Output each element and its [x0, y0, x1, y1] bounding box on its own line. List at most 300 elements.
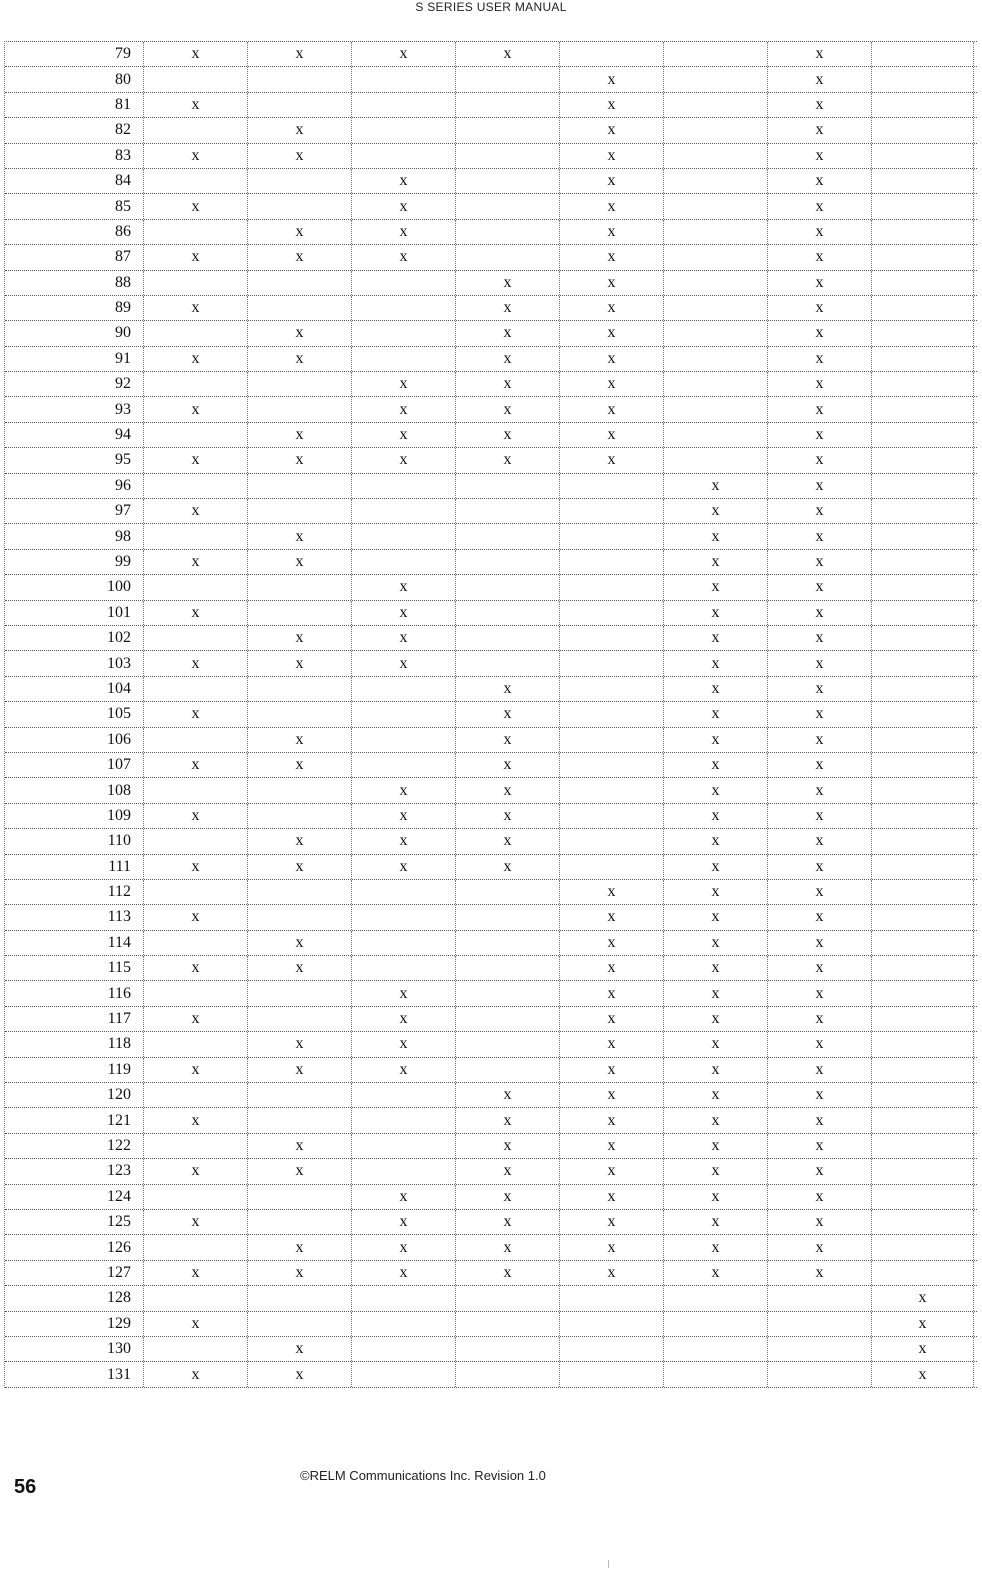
table-cell: x — [352, 855, 456, 879]
table-cell — [560, 626, 664, 650]
table-cell: x — [664, 677, 768, 701]
table-row — [5, 423, 977, 448]
table-row — [5, 245, 977, 270]
row-number: 98 — [5, 524, 144, 548]
table-cell: x — [456, 1134, 560, 1158]
table-cell — [560, 804, 664, 828]
table-row — [5, 1159, 977, 1184]
table-cell: x — [664, 880, 768, 904]
row-number: 123 — [5, 1159, 144, 1183]
table-row — [5, 1007, 977, 1032]
table-cell — [456, 524, 560, 548]
table-cell: x — [144, 347, 248, 371]
table-cell — [560, 855, 664, 879]
table-row — [5, 981, 977, 1006]
table-cell — [248, 575, 352, 599]
table-cell: x — [560, 1235, 664, 1259]
table-cell: x — [144, 601, 248, 625]
table-cell: x — [352, 981, 456, 1005]
table-row — [5, 778, 977, 803]
table-cell — [248, 1185, 352, 1209]
row-number: 87 — [5, 245, 144, 269]
table-cell — [872, 651, 974, 675]
table-cell: x — [560, 880, 664, 904]
table-cell: x — [352, 778, 456, 802]
table-cell: x — [144, 1362, 248, 1386]
table-cell: x — [664, 499, 768, 523]
table-cell — [664, 397, 768, 421]
table-cell — [248, 67, 352, 91]
table-cell: x — [352, 1261, 456, 1285]
table-cell — [248, 1312, 352, 1336]
table-cell: x — [352, 601, 456, 625]
table-row — [5, 1108, 977, 1133]
table-cell: x — [456, 1108, 560, 1132]
table-cell — [872, 1108, 974, 1132]
table-row — [5, 855, 977, 880]
table-cell — [456, 601, 560, 625]
table-cell: x — [144, 1159, 248, 1183]
table-cell: x — [144, 804, 248, 828]
table-cell — [456, 194, 560, 218]
table-cell — [456, 956, 560, 980]
table-cell: x — [248, 1058, 352, 1082]
table-cell — [456, 118, 560, 142]
table-cell: x — [144, 956, 248, 980]
table-cell: x — [456, 271, 560, 295]
table-cell — [352, 1083, 456, 1107]
table-cell — [456, 1058, 560, 1082]
table-cell — [248, 271, 352, 295]
table-cell: x — [560, 397, 664, 421]
table-cell — [872, 423, 974, 447]
table-cell — [248, 981, 352, 1005]
table-row — [5, 93, 977, 118]
table-cell: x — [560, 245, 664, 269]
table-cell: x — [768, 728, 872, 752]
table-cell — [456, 981, 560, 1005]
table-cell: x — [456, 448, 560, 472]
table-cell — [352, 1108, 456, 1132]
table-row — [5, 728, 977, 753]
table-cell — [872, 1235, 974, 1259]
table-cell — [560, 728, 664, 752]
table-row — [5, 372, 977, 397]
table-cell: x — [248, 1235, 352, 1259]
table-row — [5, 397, 977, 422]
row-number: 99 — [5, 550, 144, 574]
table-cell — [144, 981, 248, 1005]
table-cell — [664, 347, 768, 371]
table-cell: x — [560, 1210, 664, 1234]
table-cell — [560, 524, 664, 548]
table-cell — [664, 169, 768, 193]
table-cell: x — [144, 550, 248, 574]
table-cell — [872, 1210, 974, 1234]
table-cell: x — [768, 1185, 872, 1209]
table-cell: x — [456, 1261, 560, 1285]
table-cell — [664, 423, 768, 447]
table-cell — [144, 728, 248, 752]
table-cell — [872, 880, 974, 904]
table-cell: x — [664, 1134, 768, 1158]
table-row — [5, 905, 977, 930]
table-cell — [352, 931, 456, 955]
table-cell: x — [664, 651, 768, 675]
row-number: 110 — [5, 829, 144, 853]
table-cell: x — [248, 931, 352, 955]
table-cell — [352, 296, 456, 320]
table-cell: x — [144, 42, 248, 66]
table-cell: x — [768, 347, 872, 371]
table-cell: x — [248, 1159, 352, 1183]
table-cell: x — [144, 1108, 248, 1132]
table-cell: x — [456, 397, 560, 421]
table-cell — [352, 550, 456, 574]
table-cell: x — [664, 474, 768, 498]
table-cell: x — [352, 1185, 456, 1209]
table-cell: x — [768, 981, 872, 1005]
table-cell — [456, 1286, 560, 1310]
table-row — [5, 753, 977, 778]
table-cell — [456, 880, 560, 904]
table-cell — [664, 118, 768, 142]
table-cell — [352, 67, 456, 91]
table-cell — [248, 474, 352, 498]
table-row — [5, 550, 977, 575]
table-cell: x — [144, 499, 248, 523]
table-cell: x — [144, 1058, 248, 1082]
table-cell — [456, 93, 560, 117]
table-cell: x — [144, 702, 248, 726]
row-number: 121 — [5, 1108, 144, 1132]
table-cell — [872, 296, 974, 320]
row-number: 104 — [5, 677, 144, 701]
table-cell — [560, 753, 664, 777]
table-cell — [352, 1159, 456, 1183]
table-cell: x — [664, 981, 768, 1005]
table-cell: x — [768, 778, 872, 802]
table-row — [5, 144, 977, 169]
table-cell — [144, 1286, 248, 1310]
table-cell — [872, 829, 974, 853]
table-cell: x — [248, 1032, 352, 1056]
table-cell — [352, 1286, 456, 1310]
table-cell: x — [456, 1083, 560, 1107]
table-row — [5, 880, 977, 905]
table-cell — [248, 1286, 352, 1310]
table-cell: x — [768, 245, 872, 269]
table-cell: x — [248, 347, 352, 371]
table-row — [5, 651, 977, 676]
table-cell — [872, 194, 974, 218]
table-cell — [144, 474, 248, 498]
table-cell: x — [768, 321, 872, 345]
row-number: 86 — [5, 220, 144, 244]
table-cell — [872, 1185, 974, 1209]
table-cell: x — [456, 1235, 560, 1259]
table-cell: x — [768, 626, 872, 650]
table-cell: x — [352, 829, 456, 853]
table-cell — [144, 372, 248, 396]
table-cell: x — [248, 144, 352, 168]
row-number: 88 — [5, 271, 144, 295]
table-row — [5, 931, 977, 956]
table-row — [5, 1134, 977, 1159]
table-row — [5, 347, 977, 372]
table-row — [5, 499, 977, 524]
table-cell — [872, 778, 974, 802]
table-cell — [560, 651, 664, 675]
table-cell: x — [872, 1312, 974, 1336]
page-number: 56 — [14, 1476, 37, 1498]
table-cell: x — [248, 1134, 352, 1158]
table-cell: x — [352, 423, 456, 447]
table-cell: x — [352, 194, 456, 218]
row-number: 81 — [5, 93, 144, 117]
table-cell — [352, 956, 456, 980]
table-cell — [872, 372, 974, 396]
table-cell: x — [352, 1235, 456, 1259]
row-number: 113 — [5, 905, 144, 929]
table-cell — [144, 118, 248, 142]
table-cell — [352, 118, 456, 142]
table-cell: x — [352, 804, 456, 828]
table-row — [5, 194, 977, 219]
table-cell: x — [768, 1159, 872, 1183]
table-cell: x — [456, 778, 560, 802]
table-cell — [768, 1337, 872, 1361]
table-cell — [456, 1007, 560, 1031]
table-cell: x — [560, 1032, 664, 1056]
table-cell: x — [456, 347, 560, 371]
row-number: 117 — [5, 1007, 144, 1031]
table-cell: x — [144, 855, 248, 879]
table-cell — [872, 347, 974, 371]
table-cell: x — [144, 93, 248, 117]
table-cell: x — [456, 1159, 560, 1183]
table-cell: x — [248, 245, 352, 269]
table-cell: x — [768, 144, 872, 168]
table-cell — [872, 804, 974, 828]
table-cell — [560, 1286, 664, 1310]
table-cell: x — [560, 1159, 664, 1183]
table-cell — [144, 778, 248, 802]
row-number: 128 — [5, 1286, 144, 1310]
table-cell: x — [560, 372, 664, 396]
table-row — [5, 474, 977, 499]
table-cell: x — [560, 220, 664, 244]
table-cell: x — [664, 905, 768, 929]
table-cell — [248, 702, 352, 726]
table-cell: x — [560, 1058, 664, 1082]
table-cell: x — [144, 905, 248, 929]
table-cell — [456, 905, 560, 929]
row-number: 108 — [5, 778, 144, 802]
table-cell: x — [664, 1159, 768, 1183]
table-cell — [144, 1134, 248, 1158]
table-cell: x — [248, 448, 352, 472]
table-cell — [248, 804, 352, 828]
table-cell: x — [456, 829, 560, 853]
table-cell — [248, 93, 352, 117]
row-number: 111 — [5, 855, 144, 879]
table-cell: x — [664, 1261, 768, 1285]
table-cell — [144, 220, 248, 244]
table-cell: x — [560, 321, 664, 345]
table-cell — [560, 1337, 664, 1361]
row-number: 114 — [5, 931, 144, 955]
table-cell — [352, 1362, 456, 1386]
table-cell — [456, 245, 560, 269]
table-row — [5, 956, 977, 981]
table-cell: x — [248, 321, 352, 345]
table-cell: x — [768, 550, 872, 574]
table-cell: x — [144, 397, 248, 421]
table-cell: x — [456, 423, 560, 447]
table-row — [5, 702, 977, 727]
row-number: 85 — [5, 194, 144, 218]
table-cell: x — [352, 245, 456, 269]
table-cell: x — [352, 220, 456, 244]
table-cell: x — [248, 1261, 352, 1285]
table-cell: x — [664, 728, 768, 752]
row-number: 95 — [5, 448, 144, 472]
table-cell: x — [768, 1235, 872, 1259]
table-cell: x — [560, 981, 664, 1005]
table-row — [5, 1058, 977, 1083]
table-cell — [248, 1210, 352, 1234]
table-cell: x — [456, 677, 560, 701]
table-cell: x — [768, 880, 872, 904]
row-number: 130 — [5, 1337, 144, 1361]
table-row — [5, 220, 977, 245]
table-cell — [664, 42, 768, 66]
table-cell — [872, 271, 974, 295]
row-number: 96 — [5, 474, 144, 498]
table-cell — [872, 524, 974, 548]
table-cell — [872, 1159, 974, 1183]
table-cell — [872, 702, 974, 726]
table-cell — [872, 169, 974, 193]
table-cell — [560, 474, 664, 498]
table-cell — [768, 1312, 872, 1336]
table-cell: x — [560, 905, 664, 929]
table-cell: x — [872, 1362, 974, 1386]
table-cell: x — [664, 1235, 768, 1259]
table-cell: x — [664, 1185, 768, 1209]
table-cell — [872, 1134, 974, 1158]
table-cell: x — [768, 601, 872, 625]
table-cell: x — [352, 372, 456, 396]
table-cell: x — [872, 1286, 974, 1310]
table-cell: x — [560, 1083, 664, 1107]
table-cell: x — [560, 296, 664, 320]
table-cell: x — [768, 474, 872, 498]
table-row — [5, 1083, 977, 1108]
table-cell — [144, 169, 248, 193]
table-cell — [872, 67, 974, 91]
table-cell: x — [768, 956, 872, 980]
table-cell: x — [352, 626, 456, 650]
table-cell: x — [768, 499, 872, 523]
table-cell: x — [144, 448, 248, 472]
table-cell: x — [560, 118, 664, 142]
table-cell — [664, 372, 768, 396]
table-row — [5, 1312, 977, 1337]
table-cell — [144, 677, 248, 701]
table-cell: x — [664, 702, 768, 726]
table-cell: x — [768, 1032, 872, 1056]
row-number: 94 — [5, 423, 144, 447]
table-cell — [664, 245, 768, 269]
table-row — [5, 677, 977, 702]
table-cell: x — [352, 575, 456, 599]
table-cell — [352, 321, 456, 345]
row-number: 102 — [5, 626, 144, 650]
table-cell — [560, 550, 664, 574]
table-cell: x — [768, 804, 872, 828]
table-cell: x — [144, 296, 248, 320]
table-cell: x — [352, 397, 456, 421]
row-number: 80 — [5, 67, 144, 91]
table-cell — [144, 67, 248, 91]
row-number: 125 — [5, 1210, 144, 1234]
row-number: 131 — [5, 1362, 144, 1386]
table-cell: x — [248, 118, 352, 142]
table-cell — [872, 1058, 974, 1082]
table-cell: x — [768, 753, 872, 777]
table-cell — [872, 1261, 974, 1285]
table-cell: x — [456, 372, 560, 396]
table-row — [5, 1032, 977, 1057]
table-cell — [872, 601, 974, 625]
table-row — [5, 626, 977, 651]
table-row — [5, 118, 977, 143]
table-cell: x — [768, 67, 872, 91]
table-cell — [352, 499, 456, 523]
table-cell: x — [768, 423, 872, 447]
table-row — [5, 67, 977, 92]
row-number: 103 — [5, 651, 144, 675]
table-cell: x — [352, 1032, 456, 1056]
table-cell — [144, 423, 248, 447]
table-cell — [144, 931, 248, 955]
table-row — [5, 1362, 977, 1387]
row-number: 129 — [5, 1312, 144, 1336]
table-cell: x — [768, 271, 872, 295]
row-number: 89 — [5, 296, 144, 320]
table-cell — [560, 829, 664, 853]
table-cell: x — [768, 194, 872, 218]
table-cell: x — [768, 651, 872, 675]
table-cell: x — [456, 702, 560, 726]
table-cell — [456, 1337, 560, 1361]
row-number: 126 — [5, 1235, 144, 1259]
table-row — [5, 1185, 977, 1210]
table-cell — [352, 1312, 456, 1336]
table-cell — [456, 67, 560, 91]
table-cell — [352, 271, 456, 295]
table-row — [5, 1210, 977, 1235]
table-cell — [872, 931, 974, 955]
row-number: 101 — [5, 601, 144, 625]
table-cell: x — [664, 601, 768, 625]
table-cell — [872, 956, 974, 980]
table-cell — [456, 169, 560, 193]
table-cell: x — [144, 1312, 248, 1336]
table-cell — [664, 448, 768, 472]
